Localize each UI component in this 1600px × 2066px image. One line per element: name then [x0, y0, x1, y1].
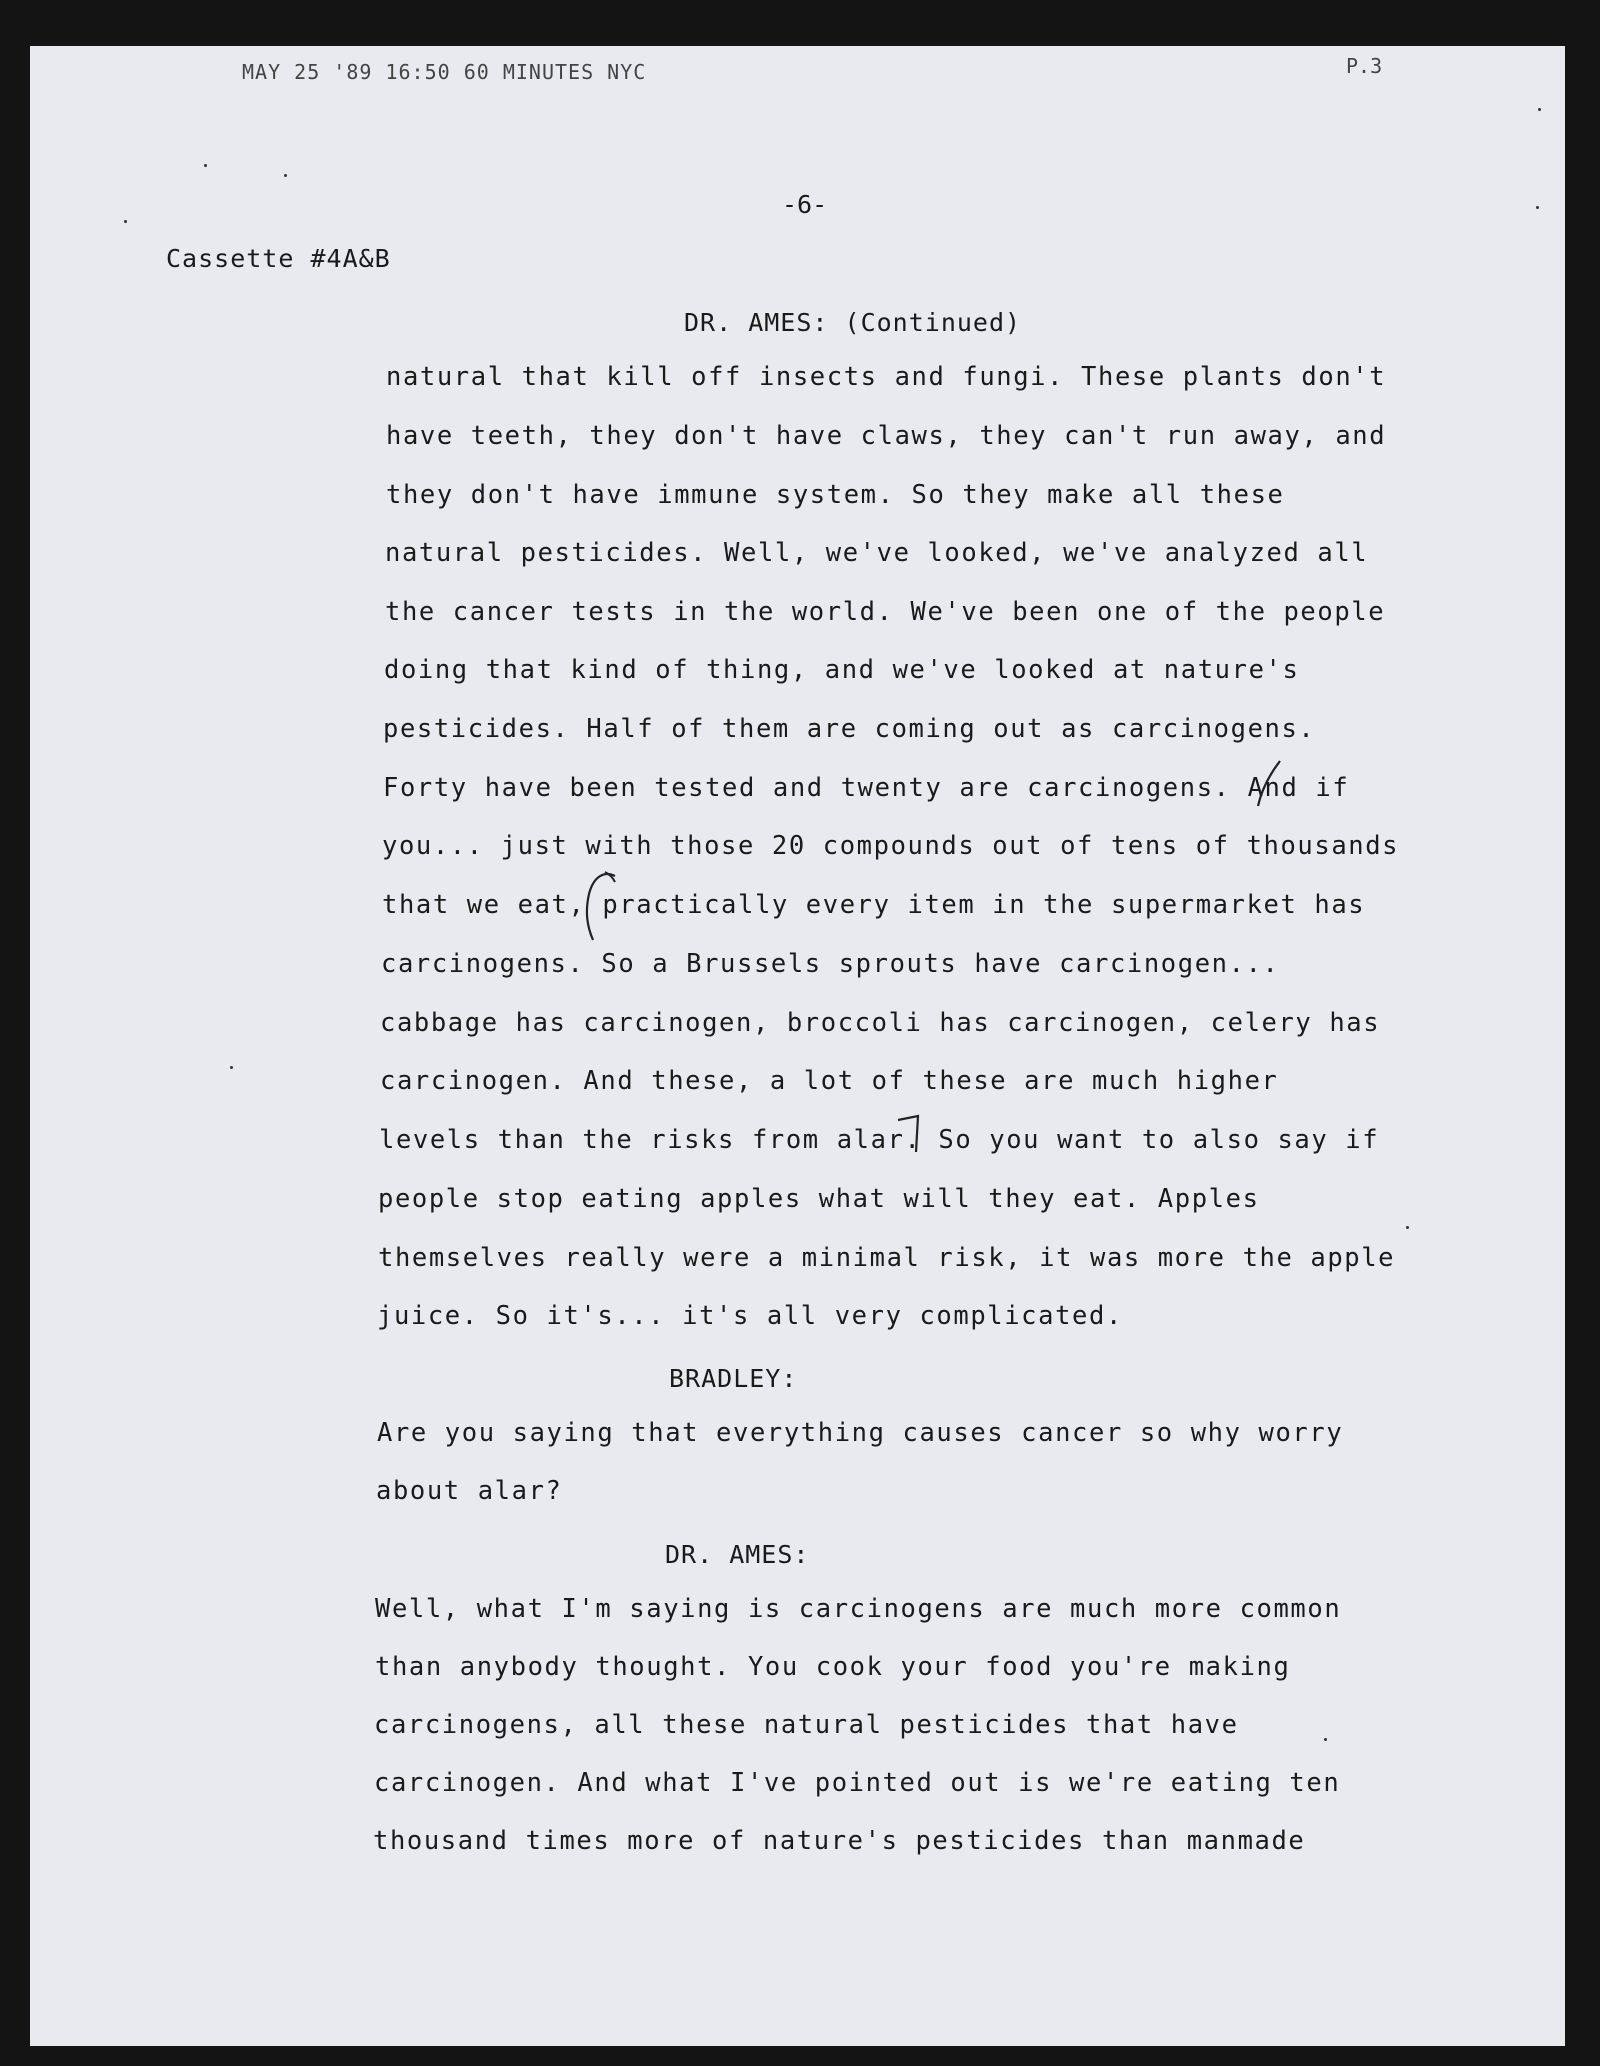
transcript-line: Forty have been tested and twenty are carcinogens. And if: [383, 773, 1350, 803]
transcript-line: doing that kind of thing, and we've looked at nature's: [384, 655, 1300, 685]
transcript-line: they don't have immune system. So they make all these: [386, 480, 1285, 510]
transcript-line: about alar?: [376, 1476, 563, 1506]
scan-speck: [230, 1066, 233, 1069]
scan-speck: [1536, 206, 1539, 209]
transcript-line: Are you saying that everything causes cancer so why worry: [377, 1418, 1344, 1448]
transcript-line: thousand times more of nature's pesticides than manmade: [373, 1826, 1306, 1856]
transcript-line: levels than the risks from alar. So you want to also say if: [379, 1125, 1380, 1155]
fax-page-number: P.3: [1346, 54, 1383, 78]
fax-header: MAY 25 '89 16:50 60 MINUTES NYC: [242, 60, 647, 84]
transcript-line: juice. So it's... it's all very complicated.: [377, 1301, 1123, 1331]
transcript-line: people stop eating apples what will they eat. Apples: [378, 1184, 1260, 1214]
document-page: [30, 46, 1565, 2046]
page-number: -6-: [782, 190, 828, 219]
scan-speck: [1538, 108, 1541, 111]
scan-speck: [1324, 1738, 1327, 1741]
transcript-line: pesticides. Half of them are coming out as carcinogens.: [383, 714, 1316, 744]
transcript-line: carcinogens, all these natural pesticides that have: [374, 1710, 1239, 1740]
transcript-line: the cancer tests in the world. We've been one of the people: [385, 597, 1386, 627]
scan-speck: [1406, 1226, 1409, 1229]
speaker-label: DR. AMES:: [665, 1540, 810, 1569]
transcript-line: have teeth, they don't have claws, they can't run away, and: [386, 421, 1387, 451]
speaker-label: BRADLEY:: [669, 1364, 798, 1393]
transcript-line: carcinogens. So a Brussels sprouts have carcinogen...: [381, 949, 1280, 979]
transcript-line: cabbage has carcinogen, broccoli has carcinogen, celery has: [380, 1008, 1381, 1038]
transcript-line: than anybody thought. You cook your food you're making: [375, 1652, 1291, 1682]
transcript-line: Well, what I'm saying is carcinogens are much more common: [375, 1594, 1342, 1624]
transcript-line: themselves really were a minimal risk, it was more the apple: [378, 1243, 1396, 1273]
transcript-line: carcinogen. And these, a lot of these are much higher: [380, 1066, 1279, 1096]
scan-speck: [204, 164, 207, 167]
transcript-line: you... just with those 20 compounds out of tens of thousands: [382, 831, 1400, 861]
scan-speck: [124, 220, 127, 223]
transcript-line: carcinogen. And what I've pointed out is we're eating ten: [374, 1768, 1341, 1798]
transcript-line: that we eat, practically every item in the supermarket has: [382, 890, 1366, 920]
cassette-label: Cassette #4A&B: [166, 244, 391, 273]
speaker-label: DR. AMES: (Continued): [684, 308, 1022, 337]
transcript-line: natural pesticides. Well, we've looked, we've analyzed all: [385, 538, 1369, 568]
scan-speck: [284, 174, 287, 177]
transcript-line: natural that kill off insects and fungi. These plants don't: [386, 362, 1387, 392]
